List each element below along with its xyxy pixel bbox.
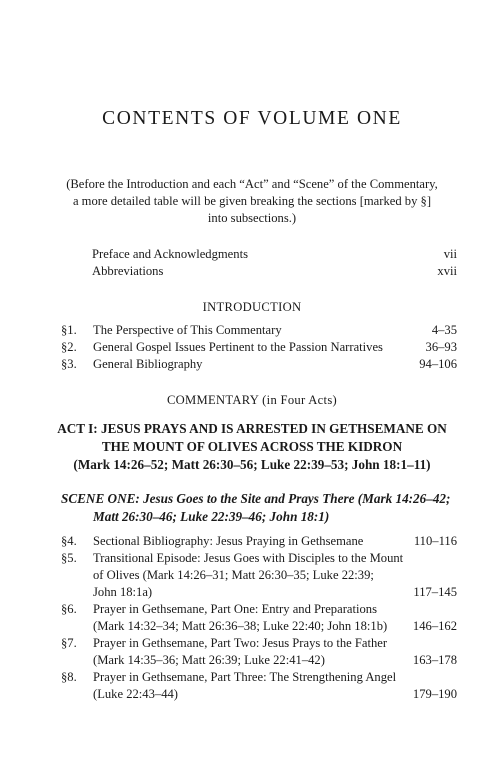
scene-line: Matt 26:30–46; Luke 22:39–46; John 18:1)	[93, 509, 330, 524]
section-title: The Perspective of This Commentary	[93, 323, 282, 337]
section-title: Transitional Episode: Jesus Goes with Disciples to the Mount	[93, 551, 404, 565]
section-title: Prayer in Gethsemane, Part Three: The Strengthening Angel	[93, 670, 397, 684]
note-line: into subsections.)	[207, 211, 297, 225]
section-heading-commentary: COMMENTARY (in Four Acts)	[166, 393, 338, 407]
section-title-continued: (Mark 14:32–34; Matt 26:36–38; Luke 22:40; John 18:1b)	[93, 619, 388, 633]
act-heading	[0, 420, 504, 474]
section-pages: 110–116	[413, 534, 457, 548]
section-number: §4.	[61, 534, 77, 548]
front-matter-label: Abbreviations	[92, 264, 164, 278]
section-heading-introduction: INTRODUCTION	[202, 300, 302, 314]
note-line: (Before the Introduction and each “Act” and “Scene” of the Commentary,	[66, 177, 438, 191]
section-number: §6.	[61, 602, 77, 616]
section-pages: 4–35	[431, 323, 457, 337]
note-line: a more detailed table will be given breaking the sections [marked by §]	[72, 194, 432, 208]
section-title-continued: John 18:1a)	[93, 585, 153, 599]
page-title: CONTENTS OF VOLUME ONE	[102, 108, 402, 129]
front-matter-page: vii	[443, 247, 457, 261]
section-number: §5.	[61, 551, 77, 565]
section-number: §7.	[61, 636, 77, 650]
act-line: (Mark 14:26–52; Matt 26:30–56; Luke 22:39–53; John 18:1–11)	[73, 457, 431, 472]
section-title: Sectional Bibliography: Jesus Praying in Gethsemane	[93, 534, 364, 548]
section-title-continued: (Mark 14:35–36; Matt 26:39; Luke 22:41–42)	[93, 653, 325, 667]
scene-line: SCENE ONE: Jesus Goes to the Site and Prays There (Mark 14:26–42;	[61, 491, 451, 506]
front-matter-page: xvii	[437, 264, 457, 278]
section-title: General Gospel Issues Pertinent to the Passion Narratives	[93, 340, 383, 354]
act-line: ACT I: JESUS PRAYS AND IS ARRESTED IN GETHSEMANE ON	[57, 421, 447, 436]
section-title-continued: of Olives (Mark 14:26–31; Matt 26:30–35; Luke 22:39;	[93, 568, 374, 582]
section-pages: 36–93	[425, 340, 457, 354]
section-number: §3.	[61, 357, 77, 371]
front-matter-label: Preface and Acknowledgments	[92, 247, 248, 261]
section-pages: 117–145	[413, 585, 457, 599]
section-title-continued: (Luke 22:43–44)	[93, 687, 178, 701]
scene-heading	[61, 490, 461, 526]
section-title: Prayer in Gethsemane, Part Two: Jesus Prays to the Father	[93, 636, 388, 650]
intro-note	[60, 176, 444, 227]
section-title: General Bibliography	[93, 357, 203, 371]
section-pages: 179–190	[412, 687, 457, 701]
section-number: §8.	[61, 670, 77, 684]
section-number: §1.	[61, 323, 77, 337]
act-line: THE MOUNT OF OLIVES ACROSS THE KIDRON	[101, 439, 403, 454]
section-pages: 94–106	[419, 357, 457, 371]
section-number: §2.	[61, 340, 77, 354]
section-pages: 163–178	[412, 653, 457, 667]
section-pages: 146–162	[412, 619, 457, 633]
section-title: Prayer in Gethsemane, Part One: Entry and Preparations	[93, 602, 377, 616]
